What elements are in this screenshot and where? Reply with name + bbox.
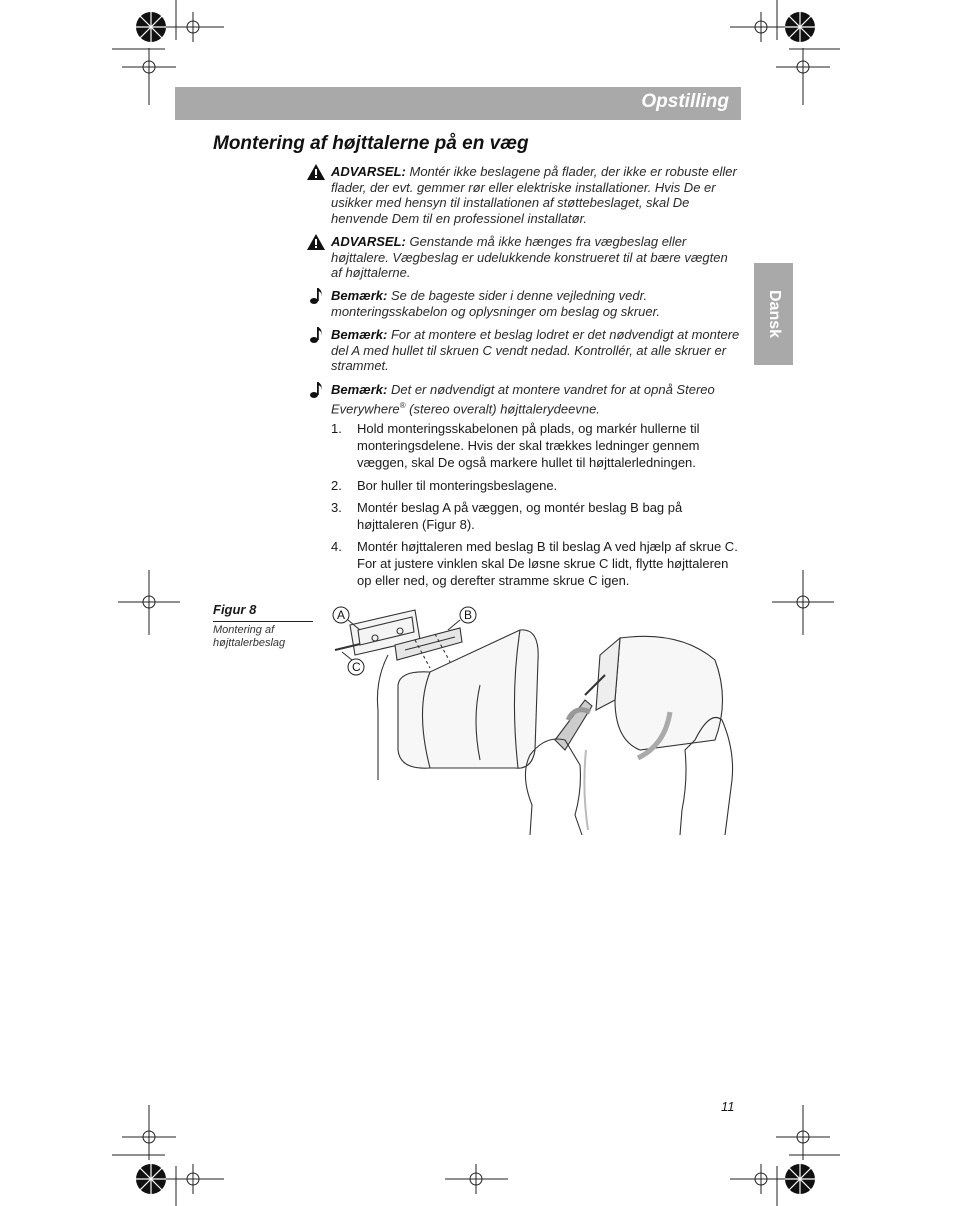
step-number: 4. [331, 539, 342, 554]
step-text: Montér højttaleren med beslag B til beslag A ved hjælp af skrue C. For at justere vinklen skal De løsne skrue C lidt, flytte højttaleren op eller ned, og derefter stramme skrue C igen. [357, 539, 738, 588]
note-text: Det er nødvendigt at montere vandret for at opnå Stereo Everywhere [331, 382, 715, 416]
section-header-bar [175, 87, 741, 120]
speaker-mounting-illustration [320, 600, 745, 835]
warning-icon [306, 233, 326, 251]
list-item [331, 538, 741, 589]
note-label: ADVARSEL: [331, 234, 406, 249]
music-note-icon [306, 381, 326, 399]
list-item [331, 420, 741, 471]
note-label: Bemærk: [331, 382, 388, 397]
list-item [331, 499, 741, 533]
header-title: Opstilling [641, 91, 729, 112]
warning-note [306, 164, 742, 226]
callout-a: A [337, 608, 346, 622]
list-item [331, 477, 741, 494]
info-note [306, 327, 742, 374]
step-text: Hold monteringsskabelonen på plads, og markér hullerne til monteringsdelene. Hvis der skal trækkes ledninger gennem væggen, skal De også markere hullet til højttalerledningen. [357, 421, 700, 470]
info-note [306, 288, 742, 319]
note-text: For at montere et beslag lodret er det nødvendigt at montere del A med hullet til skruen C vendt nedad. Kontrollér, at alle skruer er strammet. [331, 327, 740, 373]
note-text: Genstande må ikke hænges fra vægbeslag eller højttalere. Vægbeslag er udelukkende konstrueret til at bære vægten af højttalerne. [331, 234, 728, 280]
note-label: Bemærk: [331, 327, 388, 342]
registered-mark: ® [399, 400, 406, 410]
note-label: Bemærk: [331, 288, 388, 303]
figure-divider [213, 621, 313, 622]
music-note-icon [306, 326, 326, 344]
warning-note [306, 234, 742, 281]
note-label: ADVARSEL: [331, 164, 406, 179]
callout-c: C [352, 660, 361, 674]
note-text: Se de bageste sider i denne vejledning vedr. monteringsskabelon og oplysninger om beslag og skruer. [331, 288, 661, 319]
step-number: 2. [331, 478, 342, 493]
step-text: Montér beslag A på væggen, og montér beslag B bag på højttaleren (Figur 8). [357, 500, 683, 532]
language-tab [754, 263, 793, 365]
page-number: 11 [721, 1099, 735, 1114]
step-number: 1. [331, 421, 342, 436]
music-note-icon [306, 287, 326, 305]
step-number: 3. [331, 500, 342, 515]
note-text: (stereo overalt) højttalerydeevne. [405, 400, 600, 416]
step-text: Bor huller til monteringsbeslagene. [357, 478, 558, 493]
callout-b: B [464, 608, 473, 622]
page-title: Montering af højttalerne på en væg [213, 133, 529, 154]
warning-icon [306, 163, 326, 181]
note-text: Montér ikke beslagene på flader, der ikke er robuste eller flader, der evt. gemmer rør eller elektriske installationer. Hvis De er usikker med hensyn til installationen af støttebeslaget, skal De henvende Dem til en professionel installatør. [331, 164, 737, 226]
figure-caption: Montering af højttalerbeslag [213, 624, 286, 649]
language-tab-label: Dansk [765, 289, 783, 339]
figure-label: Figur 8 [213, 602, 257, 617]
info-note [306, 382, 742, 416]
